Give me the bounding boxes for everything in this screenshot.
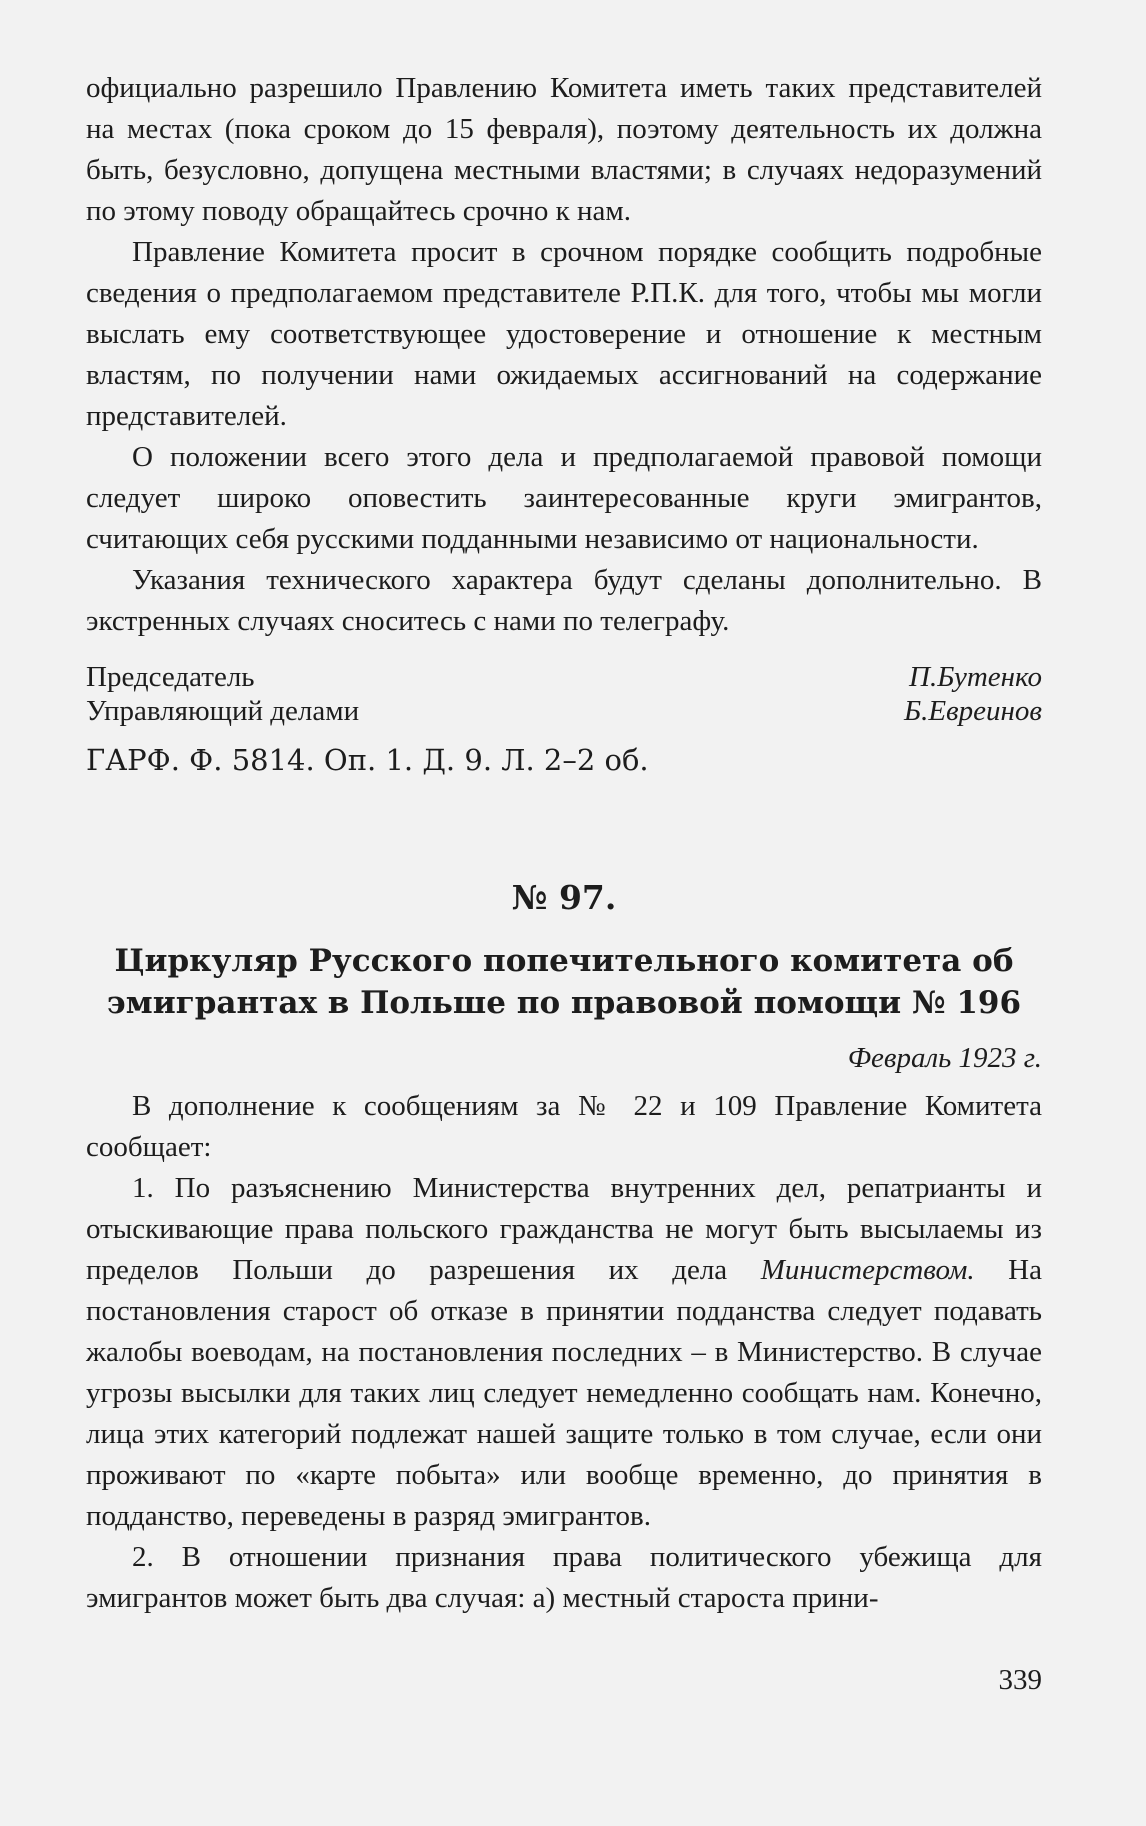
- archive-reference: ГАРФ. Ф. 5814. Оп. 1. Д. 9. Л. 2–2 об.: [86, 743, 649, 777]
- signature-row: [86, 660, 1042, 694]
- paragraph-top-1: официально разрешило Правлению Комитета иметь таких представителей на местах (пока сроком до 15 февраля), поэтому деятельность их должна быть, безусловно, допущена местными властями; в случаях недоразумений по этому поводу обращайтесь срочно к нам.: [86, 72, 1042, 227]
- paragraph-top-4: Указания технического характера будут сделаны дополнительно. В экстренных случаях сноситесь с нами по телеграфу.: [86, 564, 1042, 637]
- signature-role: Управляющий делами: [86, 695, 360, 727]
- signature-name: Б.Евреинов: [903, 695, 1042, 727]
- paragraph-body-2: [86, 1168, 1042, 1537]
- paragraph-body-2-text-cont: На постановления старост об отказе в принятии подданства следует подавать жалобы воеводам, на постановления последних – в Министерство. В случае угрозы высылки для таких лиц следует немедленно сообщать нам. Конечно, лица этих категорий подлежат нашей защите только в том случае, если они проживают по «карте побыта» или вообще временно, до принятия в подданство, переведены в разряд эмигрантов.: [86, 1254, 1042, 1532]
- signature-role: Председатель: [86, 661, 255, 693]
- signature-block: [86, 660, 1042, 728]
- paragraph-top-3: О положении всего этого дела и предполагаемой правовой помощи следует широко оповестить заинтересованные круги эмигрантов, считающих себя русскими подданными независимо от национальности.: [86, 441, 1042, 555]
- paragraph-body-1: В дополнение к сообщениям за № 22 и 109 Правление Комитета сообщает:: [86, 1090, 1042, 1163]
- document-body: [86, 1086, 1042, 1619]
- paragraph-body-3: 2. В отношении признания права политического убежища для эмигрантов может быть два случая: а) местный староста прини-: [86, 1541, 1042, 1614]
- document-date: Февраль 1923 г.: [847, 1042, 1042, 1074]
- signature-name: П.Бутенко: [909, 661, 1042, 693]
- signature-row: [86, 694, 1042, 728]
- paragraph-body-2-emphasis: Министерством.: [760, 1254, 975, 1286]
- page-number: 339: [998, 1664, 1042, 1696]
- paragraph-body-2-text: 1. По разъяснению Министерства внутренних дел, репатрианты и отыскивающие права польского гражданства не могут быть высылаемы из пределов Польши до разрешения их дела: [86, 1172, 1042, 1286]
- paragraph-top-2: Правление Комитета просит в срочном порядке сообщить подробные сведения о предполагаемом представителе Р.П.К. для того, чтобы мы могли выслать ему соответствующее удостоверение и отношение к местным властям, по получении нами ожидаемых ассигнований на содержание представителей.: [86, 236, 1042, 432]
- document-page: [86, 68, 1042, 1619]
- document-number: № 97.: [511, 878, 617, 917]
- document-title: Циркуляр Русского попечительного комитета об эмигрантах в Польше по правовой помощи № 196: [106, 943, 1022, 1021]
